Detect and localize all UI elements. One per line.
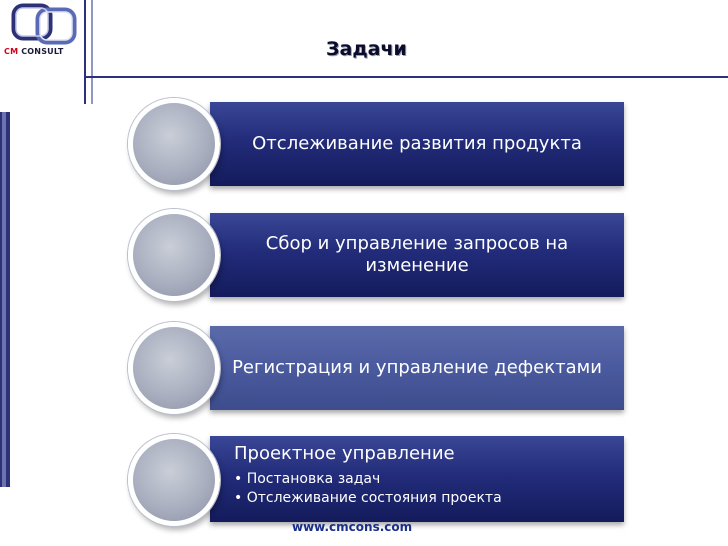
- task-circle-2: [128, 209, 220, 301]
- list-item: • Постановка задач: [234, 471, 381, 487]
- task-circle-1: [128, 98, 220, 190]
- frame-line-vertical-light: [91, 0, 93, 104]
- list-item: • Отслеживание состояния проекта: [234, 490, 502, 506]
- frame-line-vertical: [84, 0, 86, 104]
- logo-text: [4, 47, 64, 56]
- task-row-3: [128, 326, 626, 410]
- task-circle-3: [128, 322, 220, 414]
- task-box-3: [210, 326, 624, 410]
- task-row-1: [128, 102, 626, 186]
- logo-text-consult: CONSULT: [21, 47, 64, 56]
- logo-mark-icon: [0, 0, 84, 46]
- list-item-text: Постановка задач: [246, 471, 381, 487]
- task-box-4: [210, 436, 624, 522]
- task-label-3: Регистрация и управление дефектами: [232, 357, 602, 378]
- task-label-4: Проектное управление: [234, 443, 455, 464]
- company-logo: [0, 0, 84, 70]
- task-box-2: [210, 213, 624, 297]
- list-item-text: Отслеживание состояния проекта: [246, 490, 502, 506]
- task-list-4: [210, 436, 502, 508]
- task-circle-4: [128, 434, 220, 526]
- frame-line-horizontal: [84, 76, 728, 78]
- task-row-2: [128, 213, 626, 297]
- task-row-4: [128, 436, 626, 522]
- footer-url[interactable]: www.cmcons.com: [292, 520, 413, 534]
- left-accent-bar-inner: [2, 112, 6, 487]
- logo-text-cm: CM: [4, 47, 19, 56]
- task-label-1: Отслеживание развития продукта: [252, 133, 582, 154]
- slide-title: Задачи: [326, 38, 407, 60]
- task-box-1: [210, 102, 624, 186]
- task-label-2: Сбор и управление запросов на изменение: [265, 233, 569, 276]
